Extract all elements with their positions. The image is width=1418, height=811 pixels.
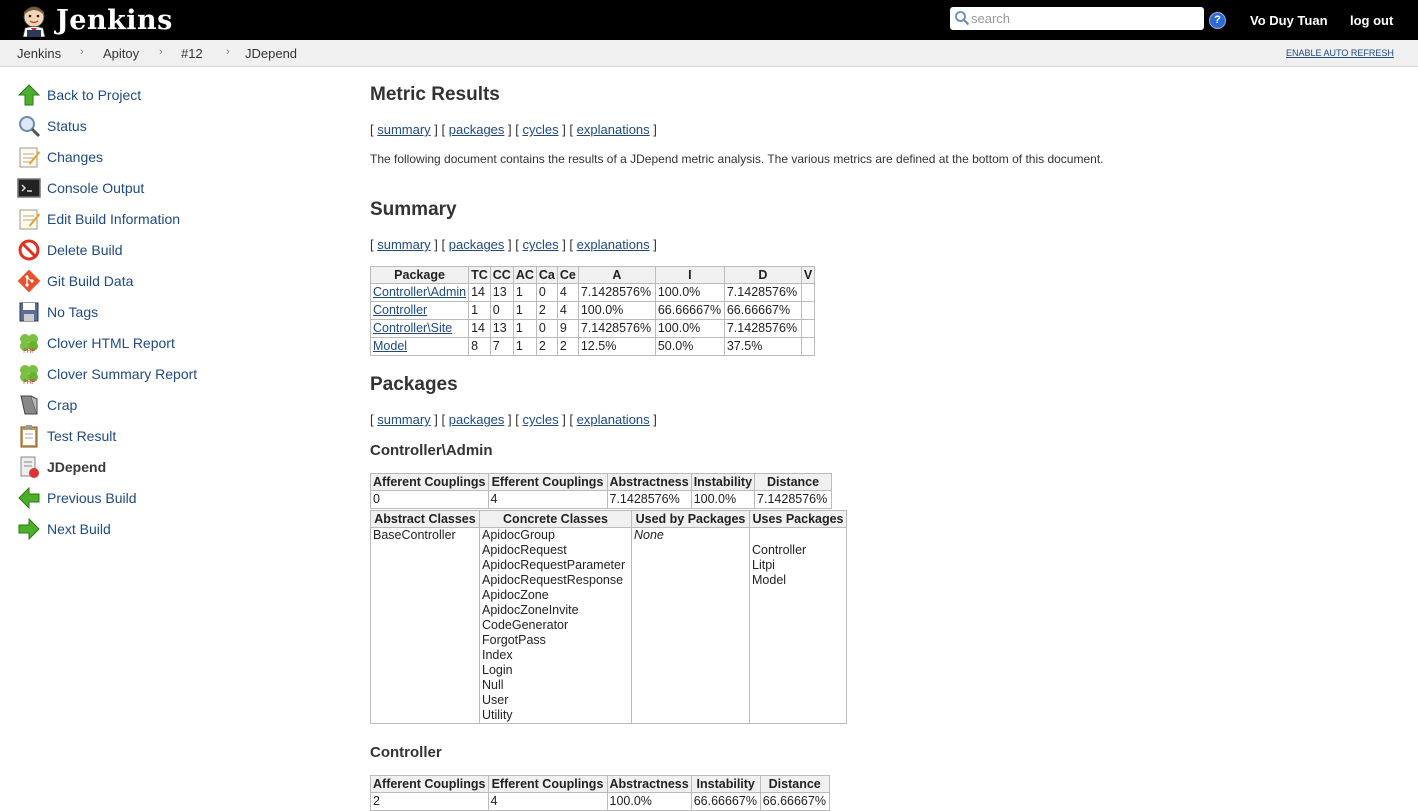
table-cell: 14 (469, 320, 491, 338)
up-arrow-icon (17, 83, 41, 107)
table-cell: 7.1428576% (578, 284, 655, 302)
col-ac: AC (513, 267, 536, 284)
col-instability: Instability (691, 474, 754, 491)
table-cell: 4 (557, 302, 578, 320)
package-heading: Controller\Admin (370, 442, 493, 459)
crap-icon (17, 393, 41, 417)
package-classes-table (370, 510, 847, 724)
table-cell: 37.5% (724, 338, 801, 356)
col-afferent-couplings: Afferent Couplings (371, 776, 489, 793)
table-cell: 2 (536, 302, 557, 320)
col-instability: Instability (691, 776, 760, 793)
list-item: Index (482, 648, 513, 662)
nav-explanations-link[interactable]: explanations (576, 237, 650, 252)
table-row (371, 302, 815, 320)
notepad-edit-icon (17, 207, 41, 231)
section-nav: [ summary ] [ packages ] [ cycles ] [ explanations ] (370, 122, 657, 137)
nav-summary-link[interactable]: summary (377, 122, 431, 137)
list-item: Controller (752, 543, 807, 557)
col-a: A (578, 267, 655, 284)
task-git-build-data[interactable] (17, 268, 133, 294)
table-cell (801, 302, 814, 320)
git-icon (17, 269, 41, 293)
nav-packages-link[interactable]: packages (448, 237, 505, 252)
logout-link[interactable]: log out (1350, 13, 1394, 28)
list-item: ForgotPass (482, 633, 546, 647)
list-item: ApidocZoneInvite (482, 603, 579, 617)
task-next-build[interactable] (17, 516, 111, 542)
floppy-icon (17, 300, 41, 324)
task-delete-build[interactable] (17, 237, 123, 263)
page-title: Metric Results (370, 84, 500, 105)
clover-icon (17, 362, 41, 386)
col-efferent-couplings: Efferent Couplings (488, 474, 607, 491)
table-cell (801, 284, 814, 302)
package-link[interactable]: Controller\Admin (373, 285, 467, 299)
table-row (371, 320, 815, 338)
package-link[interactable]: Controller\Site (373, 321, 453, 335)
task-previous-build[interactable] (17, 485, 137, 511)
task-no-tags[interactable] (17, 299, 98, 325)
col-distance: Distance (760, 776, 829, 793)
left-arrow-icon (17, 486, 41, 510)
table-cell: 13 (490, 284, 513, 302)
nav-packages-link[interactable]: packages (448, 122, 505, 137)
no-entry-icon (17, 238, 41, 262)
col-cc: CC (490, 267, 513, 284)
table-cell: 2 (371, 793, 489, 811)
table-cell: 2 (557, 338, 578, 356)
intro-text: The following document contains the results of a JDepend metric analysis. The various metrics are defined at the bottom of this document. (370, 152, 1104, 166)
table-cell: 7.1428576% (755, 491, 832, 509)
col-abstractness: Abstractness (607, 474, 691, 491)
svg-text:PHP: PHP (23, 348, 35, 355)
magnifier-icon (17, 114, 41, 138)
list-item: ApidocRequestResponse (482, 573, 624, 587)
clover-icon (17, 331, 41, 355)
section-nav: [ summary ] [ packages ] [ cycles ] [ explanations ] (370, 237, 657, 252)
table-header-row (371, 776, 830, 793)
task-label: Clover Summary Report (47, 366, 198, 382)
nav-packages-link[interactable]: packages (448, 412, 505, 427)
breadcrumb-separator: › (80, 46, 84, 58)
table-cell: 100.0% (578, 302, 655, 320)
table-header-row (371, 474, 832, 491)
task-label: Git Build Data (47, 273, 134, 289)
list-item: CodeGenerator (482, 618, 569, 632)
table-cell: 0 (536, 284, 557, 302)
help-icon[interactable]: ? (1209, 12, 1226, 29)
nav-summary-link[interactable]: summary (377, 412, 431, 427)
table-cell: 7.1428576% (724, 284, 801, 302)
col-used-by-packages: Used by Packages (632, 511, 750, 528)
task-edit-build-information[interactable] (17, 206, 180, 232)
table-header-row (371, 511, 847, 528)
table-row (371, 528, 847, 724)
table-cell: 4 (488, 491, 607, 509)
table-cell: 2 (536, 338, 557, 356)
task-label: Changes (47, 149, 104, 165)
task-crap[interactable] (17, 392, 77, 418)
package-metrics-table (370, 473, 832, 509)
table-cell: 100.0% (607, 793, 691, 811)
nav-cycles-link[interactable]: cycles (522, 122, 559, 137)
col-v: V (801, 267, 814, 284)
breadcrumb (0, 40, 1418, 67)
clipboard-icon (17, 424, 41, 448)
table-row (371, 284, 815, 302)
col-distance: Distance (755, 474, 832, 491)
col-tc: TC (469, 267, 491, 284)
table-row (371, 793, 830, 811)
list-item: None (634, 528, 664, 542)
table-cell: 4 (488, 793, 607, 811)
table-cell: 66.66667% (760, 793, 829, 811)
breadcrumb-build[interactable]: #12 (181, 46, 203, 61)
table-cell: 8 (469, 338, 491, 356)
table-cell: 9 (557, 320, 578, 338)
nav-explanations-link[interactable]: explanations (576, 122, 650, 137)
package-link[interactable]: Controller (373, 303, 428, 317)
terminal-icon (17, 176, 41, 200)
list-item: Litpi (752, 558, 775, 572)
table-cell: 14 (469, 284, 491, 302)
table-header-row (371, 267, 815, 284)
table-cell: 66.66667% (724, 302, 801, 320)
jdepend-icon (17, 455, 41, 479)
search-box (950, 7, 1204, 30)
table-cell: 0 (536, 320, 557, 338)
table-cell: 12.5% (578, 338, 655, 356)
nav-cycles-link[interactable]: cycles (522, 412, 559, 427)
notepad-icon (17, 145, 41, 169)
table-row (371, 338, 815, 356)
task-clover-html-report[interactable] (17, 330, 175, 356)
nav-cycles-link[interactable]: cycles (522, 237, 559, 252)
app-name: Jenkins (56, 4, 173, 36)
task-clover-summary-report[interactable] (17, 361, 197, 387)
table-cell: 1 (513, 284, 536, 302)
search-input[interactable] (971, 9, 1197, 27)
task-label: Console Output (47, 180, 145, 196)
list-item: Model (752, 573, 787, 587)
task-label: Delete Build (47, 242, 123, 258)
col-efferent-couplings: Efferent Couplings (488, 776, 607, 793)
packages-heading: Packages (370, 374, 458, 395)
table-cell (801, 338, 814, 356)
table-cell: 7.1428576% (724, 320, 801, 338)
col-ce: Ce (557, 267, 578, 284)
list-item: ApidocZone (482, 588, 549, 602)
list-item: User (482, 693, 509, 707)
table-cell: 7.1428576% (578, 320, 655, 338)
col-i: I (655, 267, 724, 284)
search-icon (954, 10, 970, 26)
table-cell: 66.66667% (691, 793, 760, 811)
task-console-output[interactable] (17, 175, 144, 201)
breadcrumb-jdepend[interactable]: JDepend (245, 46, 298, 61)
table-cell: 66.66667% (655, 302, 724, 320)
table-cell: 1 (513, 302, 536, 320)
summary-heading: Summary (370, 199, 457, 220)
list-item: ApidocRequest (482, 543, 567, 557)
col-package: Package (371, 267, 469, 284)
task-label: Next Build (47, 521, 111, 537)
package-link[interactable]: Model (373, 339, 408, 353)
table-cell: 1 (513, 338, 536, 356)
table-cell: 7 (490, 338, 513, 356)
col-ca: Ca (536, 267, 557, 284)
nav-summary-link[interactable]: summary (377, 237, 431, 252)
task-label: Back to Project (47, 87, 142, 103)
breadcrumb-apitoy[interactable]: Apitoy (103, 46, 140, 61)
table-cell: 0 (371, 491, 489, 509)
list-item: ApidocRequestParameter (482, 558, 626, 572)
user-name-link[interactable]: Vo Duy Tuan (1250, 13, 1328, 28)
list-item: BaseController (373, 528, 456, 542)
table-cell (801, 320, 814, 338)
table-cell: 100.0% (655, 284, 724, 302)
list-item: Null (482, 678, 504, 692)
list-item (752, 528, 844, 543)
top-header (0, 0, 1418, 40)
col-d: D (724, 267, 801, 284)
task-changes[interactable] (17, 144, 103, 170)
task-jdepend[interactable] (17, 454, 106, 480)
table-cell: 4 (557, 284, 578, 302)
summary-table (370, 266, 815, 356)
table-cell: 1 (513, 320, 536, 338)
nav-explanations-link[interactable]: explanations (576, 412, 650, 427)
col-afferent-couplings: Afferent Couplings (371, 474, 489, 491)
right-arrow-icon (17, 517, 41, 541)
concrete-classes-cell (480, 528, 632, 724)
task-label: Crap (47, 397, 78, 413)
breadcrumb-separator: › (226, 46, 230, 58)
enable-auto-refresh-link[interactable]: ENABLE AUTO REFRESH (1286, 48, 1394, 58)
uses-packages-cell (750, 528, 847, 724)
task-test-result[interactable] (17, 423, 116, 449)
task-label: No Tags (47, 304, 99, 320)
task-label: Status (47, 118, 87, 134)
task-label: Previous Build (47, 490, 137, 506)
col-abstractness: Abstractness (607, 776, 691, 793)
table-row (371, 491, 832, 509)
list-item: Utility (482, 708, 513, 722)
list-item: Login (482, 663, 513, 677)
col-uses-packages: Uses Packages (750, 511, 847, 528)
list-item: ApidocGroup (482, 528, 555, 542)
jenkins-logo[interactable] (17, 3, 173, 37)
task-label: Test Result (47, 428, 117, 444)
table-cell: 50.0% (655, 338, 724, 356)
task-back-to-project[interactable] (17, 82, 141, 108)
used-by-packages-cell (632, 528, 750, 724)
package-heading: Controller (370, 744, 442, 761)
col-abstract-classes: Abstract Classes (371, 511, 480, 528)
task-label: JDepend (47, 459, 107, 475)
task-label: Edit Build Information (47, 211, 181, 227)
svg-text:PHP: PHP (23, 379, 35, 386)
section-nav: [ summary ] [ packages ] [ cycles ] [ explanations ] (370, 412, 657, 427)
table-cell: 100.0% (691, 491, 754, 509)
butler-icon (17, 3, 51, 37)
abstract-classes-cell (371, 528, 480, 724)
breadcrumb-jenkins[interactable]: Jenkins (17, 46, 62, 61)
table-cell: 0 (490, 302, 513, 320)
table-cell: 13 (490, 320, 513, 338)
table-cell: 7.1428576% (607, 491, 691, 509)
table-cell: 1 (469, 302, 491, 320)
col-concrete-classes: Concrete Classes (480, 511, 632, 528)
task-status[interactable] (17, 113, 87, 139)
task-label: Clover HTML Report (47, 335, 175, 351)
table-cell: 100.0% (655, 320, 724, 338)
breadcrumb-separator: › (159, 46, 163, 58)
